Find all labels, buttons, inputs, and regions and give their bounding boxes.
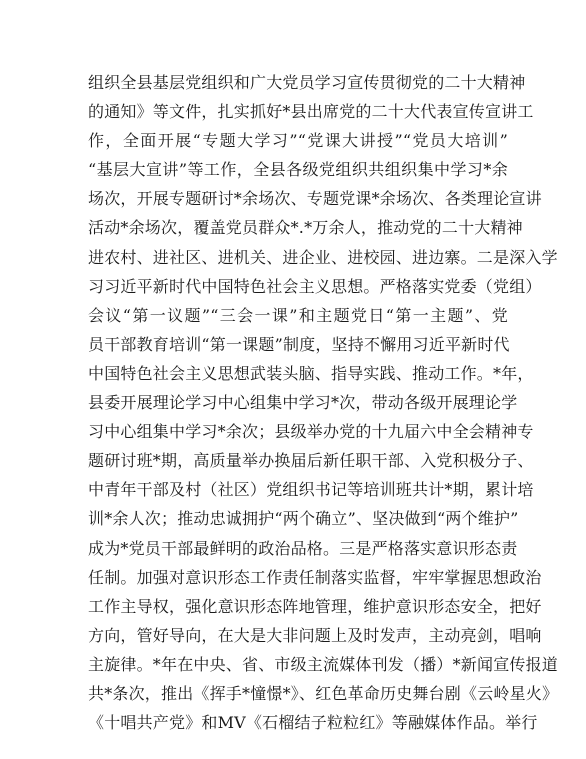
text-line: 题研讨班*期，高质量举办换届后新任职干部、入党积极分子、 xyxy=(88,451,534,471)
text-line: 任制。加强对意识形态工作责任制落实监督，牢牢掌握思想政治 xyxy=(88,567,542,587)
text-line: 会议“第一议题”“三会一课”和主题党日“第一主题”、党 xyxy=(88,305,508,325)
text-line: 共*条次，推出《挥手*憧憬*》、红色革命历史舞台剧《云岭星火》 xyxy=(88,683,559,703)
text-line: 中青年干部及村（社区）党组织书记等培训班共计*期，累计培 xyxy=(88,480,534,500)
text-line: 《十唱共产党》和MV《石榴结子粒粒红》等融媒体作品。举行 xyxy=(88,713,538,733)
text-line: 员干部教育培训“第一课题”制度，坚持不懈用习近平新时代 xyxy=(88,334,510,354)
text-line: 场次，开展专题研讨*余场次、专题党课*余场次、各类理论宣讲 xyxy=(88,189,542,209)
text-line: 方向，管好导向，在大是大非问题上及时发声，主动亮剑，唱响 xyxy=(88,625,542,645)
text-line: 成为*党员干部最鲜明的政治品格。三是严格落实意识形态责 xyxy=(88,538,518,558)
text-line: 县委开展理论学习中心组集中学习*次，带动各级开展理论学 xyxy=(88,393,518,413)
text-line: 作，全面开展“专题大学习”“党课大讲授”“党员大培训” xyxy=(88,131,508,151)
text-line: 主旋律。*年在中央、省、市级主流媒体刊发（播）*新闻宣传报道 xyxy=(88,654,559,674)
text-line: 习中心组集中学习*余次；县级举办党的十九届六中全会精神专 xyxy=(88,422,534,442)
text-line: 的通知》等文件，扎实抓好*县出席党的二十大代表宣传宣讲工 xyxy=(88,102,534,122)
text-line: “基层大宣讲”等工作，全县各级党组织共组织集中学习*余 xyxy=(88,160,508,180)
body-paragraph xyxy=(88,68,559,737)
text-line: 活动*余场次，覆盖党员群众*.*万余人，推动党的二十大精神 xyxy=(88,218,523,238)
text-line: 进农村、进社区、进机关、进企业、进校园、进边寨。二是深入学 xyxy=(88,247,558,267)
text-line: 习习近平新时代中国特色社会主义思想。严格落实党委（党组） xyxy=(88,276,542,296)
text-line: 训*余人次；推动忠诚拥护“两个确立”、坚决做到“两个维护” xyxy=(88,509,519,529)
text-line: 组织全县基层党组织和广大党员学习宣传贯彻党的二十大精神 xyxy=(88,73,526,92)
text-line: 工作主导权，强化意识形态阵地管理，维护意识形态安全，把好 xyxy=(88,596,542,616)
text-line: 中国特色社会主义思想武装头脑、指导实践、推动工作。*年， xyxy=(88,363,534,383)
